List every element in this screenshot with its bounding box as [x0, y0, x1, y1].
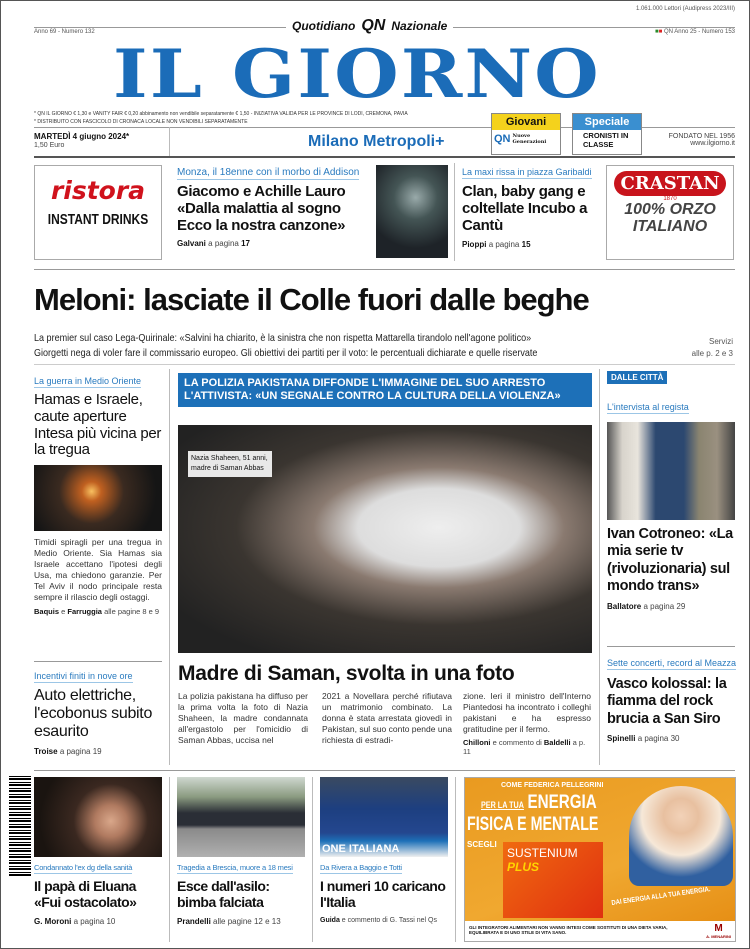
story-cantu[interactable]	[462, 162, 600, 249]
ref: e commento di G. Tassi nel Qs	[341, 917, 437, 925]
kicker: La maxi rissa in piazza Garibaldi	[462, 167, 592, 177]
founded-info: FONDATO NEL 1956 www.ilgiorno.it	[668, 133, 735, 147]
kicker: L'intervista al regista	[607, 402, 689, 412]
center-headline[interactable]: Madre di Saman, svolta in una foto	[178, 662, 515, 685]
ref: alle pagine 8 e 9	[104, 607, 160, 617]
author: Guida	[320, 917, 340, 925]
author: G. Moroni	[34, 917, 72, 927]
crastan-tagline: 100% ORZO ITALIANO	[624, 201, 716, 235]
ad-product-box: SUSTENIUM PLUS	[503, 842, 603, 918]
author: Pioppi	[462, 240, 487, 250]
qn-issue: ■■ QN Anno 25 - Numero 153	[655, 29, 735, 35]
barcode	[9, 776, 31, 876]
body: Timidi spiragli per una tregua in Medio Oriente. Sia Hamas sia Israele accettano l'ipotesi degli Usa, ma chiedono garanzie. Per Tel Aviv il nodo principale resta sempre il rilascio degli ostaggi.	[34, 537, 162, 603]
date: MARTEDÌ 4 giugno 2024*	[34, 132, 130, 141]
giovani-tab[interactable]	[491, 113, 561, 155]
ref: a pagina	[488, 240, 520, 250]
website-link[interactable]: www.ilgiorno.it	[690, 140, 735, 147]
qn-right: Nazionale	[391, 19, 448, 33]
ad-crastan[interactable]	[606, 165, 734, 260]
ref: a pagina 29	[643, 601, 686, 611]
ad-woman-photo	[629, 786, 733, 886]
ad-line3: FISICA E MENTALE	[467, 814, 599, 835]
kicker: Monza, il 18enne con il morbo di Addison	[177, 167, 360, 178]
photo-cotroneo	[607, 422, 735, 520]
section-dalle-citta[interactable]: DALLE CITTÀ	[607, 371, 667, 384]
story-numeri-10[interactable]	[320, 777, 448, 924]
headline: I numeri 10 caricano l'Italia	[320, 878, 446, 910]
center-byline: Chilloni e commento di Baldelli a p. 11	[463, 738, 586, 757]
story-ecobonus[interactable]	[34, 666, 162, 756]
center-banner: LA POLIZIA PAKISTANA DIFFONDE L'IMMAGINE DEL SUO ARRESTO L'ATTIVISTA: «UN SEGNALE CONTRO LA CULTURA DELLA VIOLENZA»	[178, 373, 592, 407]
ad-sustenium[interactable]	[464, 777, 736, 942]
ref: a pagina	[208, 239, 239, 249]
price: 1,50 Euro	[34, 142, 65, 149]
lead-page-ref: Servizi alle p. 2 e 3	[691, 337, 733, 358]
menarini-logo: M A. MENARINI	[706, 923, 731, 939]
crastan-year: 1870	[663, 196, 677, 202]
author: Spinelli	[607, 734, 636, 744]
lead-subheading: La premier sul caso Lega-Quirinale: «Salvini ha chiarito, è la sinistra che non rispetta Mattarella tirandolo nell'agone politico» Giorgetti nega di voler fare il commissario europeo. Gli obiettivi dei partiti per il voto: le percentuali dichiarate e quelle riservate	[34, 332, 538, 359]
qn-mini-logo: QN	[494, 133, 511, 145]
photo-banner-text: ONE ITALIANA	[322, 843, 400, 855]
qn-logo: QN	[361, 17, 386, 34]
story-cotroneo[interactable]	[607, 397, 735, 611]
kicker: Incentivi finiti in nove ore	[34, 671, 133, 681]
speciale-subtitle: CRONISTI IN CLASSE	[583, 131, 629, 149]
author: Prandelli	[177, 917, 211, 927]
qn-banner	[286, 17, 453, 35]
ad-line2: PER LA TUA ENERGIA	[481, 792, 597, 813]
photo-nazia-shaheen	[178, 425, 592, 653]
page: 15	[521, 240, 531, 250]
author: Baquis	[34, 607, 60, 617]
ad-line1: COME FEDERICA PELLEGRINI	[501, 782, 604, 789]
center-body-col3: zione. Ieri il ministro dell'Interno Piantedosi ha incontrato i colleghi pakistani e ha espresso gratitudine per il fermo.	[463, 691, 591, 735]
readership: 1.061.000 Lettori (Audipress 2023/III)	[635, 6, 735, 12]
ad-slogan: DAI ENERGIA ALLA TUA ENERGIA.	[611, 886, 711, 907]
story-vasco[interactable]	[607, 653, 735, 743]
issue-number: Anno 69 - Numero 132	[34, 29, 95, 35]
speciale-label: Speciale	[573, 114, 641, 130]
photo-gaza-explosion	[34, 465, 162, 531]
ad-ristora[interactable]	[34, 165, 162, 260]
author: Galvani	[177, 239, 206, 249]
center-body-col1: La polizia pakistana ha diffuso per la prima volta la foto di Nazia Shaheen, la madre condannata all'ergastolo per l'omicidio di Saman Abbas, uccisa nel	[178, 691, 308, 746]
distribution-note: * DISTRIBUITO CON FASCICOLO DI CRONACA LOCALE NON VENDIBILI SEPARATAMENTE	[34, 119, 248, 125]
headline: Auto elettriche, l'ecobonus subito esaurito	[34, 687, 153, 740]
ref: alle pagine 12 e 13	[213, 917, 281, 927]
lead-headline[interactable]: Meloni: lasciate il Colle fuori dalle beghe	[34, 282, 589, 317]
photo-brescia	[177, 777, 305, 857]
headline: Esce dall'asilo: bimba falciata	[177, 878, 270, 910]
story-achille-lauro[interactable]	[177, 162, 369, 248]
headline: Hamas e Israele, caute aperture Intesa più vicina per la tregua	[34, 391, 162, 459]
crastan-logo: CRASTAN	[614, 171, 726, 196]
photo-achille-lauro	[376, 165, 448, 258]
ad-disclaimer: GLI INTEGRATORI ALIMENTARI NON VANNO INTESI COME SOSTITUTI DI UNA DIETA VARIA, EQUILIBRATA E DI UNO STILE DI VITA SANO.	[465, 921, 735, 941]
ref: a pagina 10	[73, 917, 116, 927]
ref: a pagina 19	[59, 746, 102, 756]
giovani-subtitle: Nuove Generazioni	[512, 133, 547, 145]
ad-line4: SCEGLI	[467, 840, 497, 849]
headline: Clan, baby gang e coltellate Incubo a Cantù	[462, 183, 588, 234]
headline: Il papà di Eluana «Fui ostacolato»	[34, 878, 137, 910]
author: Troise	[34, 746, 58, 756]
story-eluana[interactable]	[34, 777, 162, 926]
ristora-brand: ristora	[50, 176, 146, 205]
story-brescia[interactable]	[177, 777, 305, 926]
author: Farruggia	[67, 607, 102, 617]
page: 17	[241, 239, 250, 249]
photo-numeri-10	[320, 777, 448, 857]
kicker: La guerra in Medio Oriente	[34, 376, 142, 386]
headline: Ivan Cotroneo: «La mia serie tv (rivoluzionaria) sul mondo trans»	[607, 526, 733, 595]
price-note: * QN IL GIORNO € 1,30 e VANITY FAIR € 0,20 abbinamento non vendibile separatamente € 1,50 - INIZIATIVA VALIDA PER LE PROVINCE DI LODI, CREMONA, PAVIA	[34, 111, 408, 117]
kicker: Tragedia a Brescia, muore a 18 mesi	[177, 863, 293, 872]
headline: Giacomo e Achille Lauro «Dalla malattia al sogno Ecco la nostra canzone»	[177, 183, 346, 234]
kicker: Sette concerti, record al Meazza	[607, 658, 737, 668]
masthead-logo: IL GIORNO	[113, 35, 601, 113]
story-medio-oriente[interactable]: La guerra in Medio Oriente Hamas e Israele, caute aperture Intesa più vicina per la tregua Timidi spiragli per una tregua in Medio Oriente. Sia Hamas sia Israele accettano l'ipotesi degli Usa, ma chiedono garanzie. Per Tel Aviv il nodo principale resta sempre il rilascio degli ostaggi. Baquis e Farruggia alle pagine 8 e 9	[34, 376, 162, 617]
ristora-tagline: INSTANT DRINKS	[47, 211, 149, 228]
center-body-col2: 2021 a Novellara perché rifiutava un matrimonio combinato. La donna è stata arrestata giovedì in Pakistan, sul suo conto pende una richiesta di estradi-	[322, 691, 452, 746]
photo-eluana	[34, 777, 162, 857]
kicker: Condannato l'ex dg della sanità	[34, 863, 133, 872]
supplement-milano-metropoli[interactable]: Milano Metropoli+	[308, 133, 445, 150]
giovani-label: Giovani	[492, 114, 560, 130]
headline: Vasco kolossal: la fiamma del rock brucia a San Siro	[607, 676, 727, 727]
qn-left: Quotidiano	[292, 19, 356, 33]
center-body-col3-wrap	[463, 691, 591, 756]
photo-caption: Nazia Shaheen, 51 anni, madre di Saman Abbas	[188, 451, 272, 477]
ref: a pagina 30	[637, 734, 680, 744]
speciale-tab[interactable]	[572, 113, 642, 155]
kicker: Da Rivera a Baggio e Totti	[320, 863, 402, 872]
author: Ballatore	[607, 601, 642, 611]
